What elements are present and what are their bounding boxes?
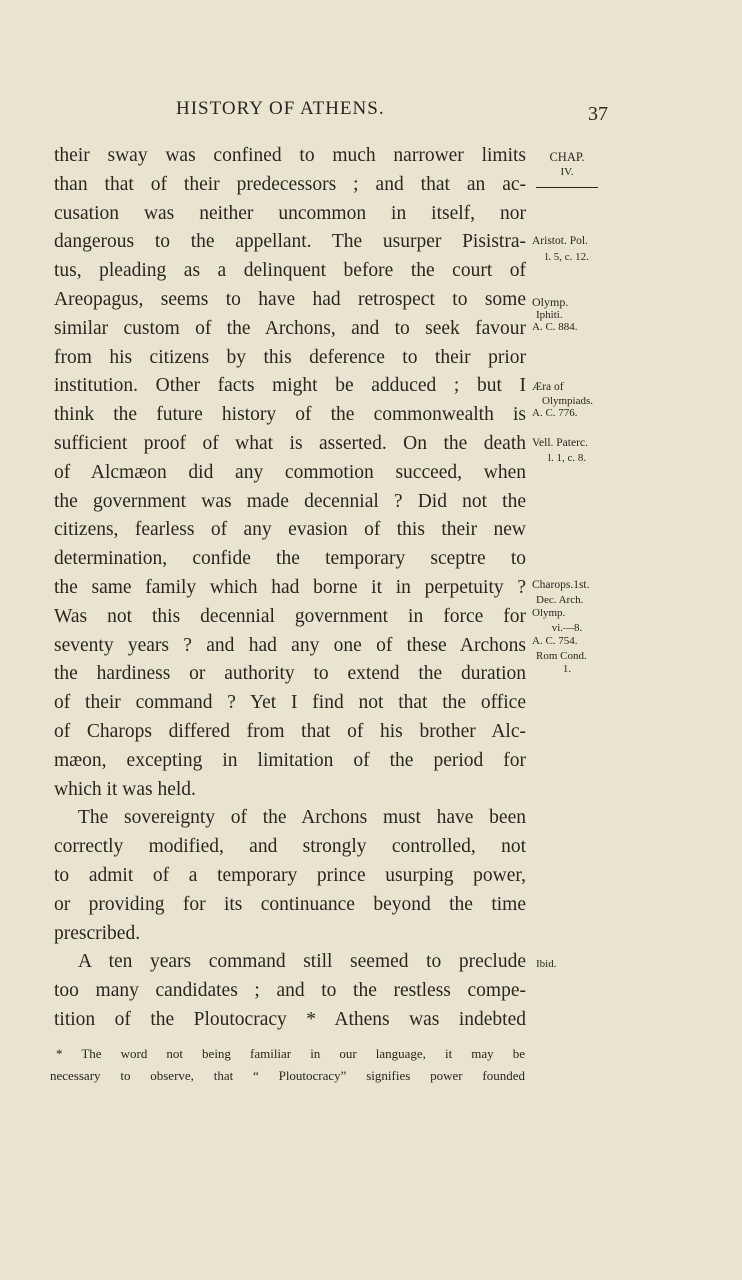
text-line: which it was held. — [54, 778, 196, 800]
margin-note: Olympiads. — [542, 395, 594, 407]
margin-note: A. C. 776. — [532, 407, 578, 419]
margin-note: CHAP. — [549, 150, 585, 164]
margin-note: Olymp. — [532, 607, 566, 619]
margin-note: Ibid. — [536, 958, 557, 970]
margin-note: IV. — [560, 166, 574, 178]
page-number: 37 — [588, 103, 608, 125]
text-line: Was not this decennial government in force for — [54, 605, 526, 627]
text-line: tition of the Ploutocracy * Athens was indebted — [54, 1008, 526, 1030]
chapter-rule — [536, 187, 598, 188]
text-line: The sovereignty of the Archons must have been — [78, 807, 526, 829]
margin-note: Æra of — [532, 381, 564, 393]
text-line: A ten years command still seemed to preclude — [78, 951, 526, 973]
margin-note: vi.—8. — [551, 622, 583, 634]
text-line: of Charops differed from that of his brother Alc- — [54, 720, 526, 742]
text-line: Areopagus, seems to have had retrospect to some — [54, 288, 526, 310]
margin-note: A. C. 754. — [532, 635, 578, 647]
text-line: sufficient proof of what is asserted. On the death — [54, 432, 526, 454]
text-line: cusation was neither uncommon in itself, nor — [54, 202, 526, 224]
text-line: their sway was confined to much narrower limits — [54, 145, 526, 166]
footnote-line: necessary to observe, that “ Ploutocracy” signifies power founded — [50, 1068, 525, 1083]
margin-note: Iphiti. — [536, 309, 563, 321]
text-line: dangerous to the appellant. The usurper Pisistra- — [54, 231, 526, 253]
margin-note: 1. — [562, 663, 572, 675]
margin-note: l. 5, c. 12. — [545, 251, 589, 263]
text-line: mæon, excepting in limitation of the period for — [54, 749, 526, 771]
text-line: of their command ? Yet I find not that the office — [54, 692, 526, 714]
footnote — [50, 1043, 525, 1087]
margin-note: Dec. Arch. — [536, 594, 584, 606]
margin-note: Charops.1st. — [532, 579, 590, 591]
text-line: similar custom of the Archons, and to seek favour — [54, 317, 526, 339]
text-line: the hardiness or authority to extend the duration — [54, 663, 526, 685]
running-title: HISTORY OF ATHENS. — [176, 98, 385, 119]
text-line: think the future history of the commonwealth is — [54, 404, 526, 426]
body-text — [54, 142, 526, 1035]
text-line: than that of their predecessors ; and that an ac- — [54, 173, 526, 195]
margin-note: Vell. Paterc. — [532, 437, 588, 449]
text-line: tus, pleading as a delinquent before the court of — [54, 260, 526, 282]
margin-note: A. C. 884. — [532, 321, 578, 333]
footnote-line: * The word not being familiar in our language, it may be — [56, 1046, 525, 1061]
text-line: or providing for its continuance beyond the time — [54, 893, 526, 915]
text-line: institution. Other facts might be adduced ; but I — [54, 375, 526, 397]
margin-note: l. 1, c. 8. — [547, 452, 587, 464]
margin-note: Aristot. Pol. — [532, 235, 588, 247]
text-line: prescribed. — [54, 922, 141, 944]
text-line: too many candidates ; and to the restless compe- — [54, 980, 526, 1002]
text-line: to admit of a temporary prince usurping power, — [54, 864, 526, 886]
text-line: seventy years ? and had any one of these Archons — [54, 634, 526, 656]
margin-note: Olymp. — [532, 295, 569, 309]
text-line: citizens, fearless of any evasion of this their new — [54, 519, 526, 541]
margin-note: Rom Cond. — [536, 650, 587, 662]
text-line: the same family which had borne it in perpetuity ? — [54, 576, 526, 598]
text-line: determination, confide the temporary sceptre to — [54, 548, 526, 570]
text-line: correctly modified, and strongly controlled, not — [54, 836, 526, 858]
text-line: the government was made decennial ? Did not the — [54, 490, 526, 512]
text-line: of Alcmæon did any commotion succeed, when — [54, 461, 526, 483]
text-line: from his citizens by this deference to their prior — [54, 346, 526, 368]
